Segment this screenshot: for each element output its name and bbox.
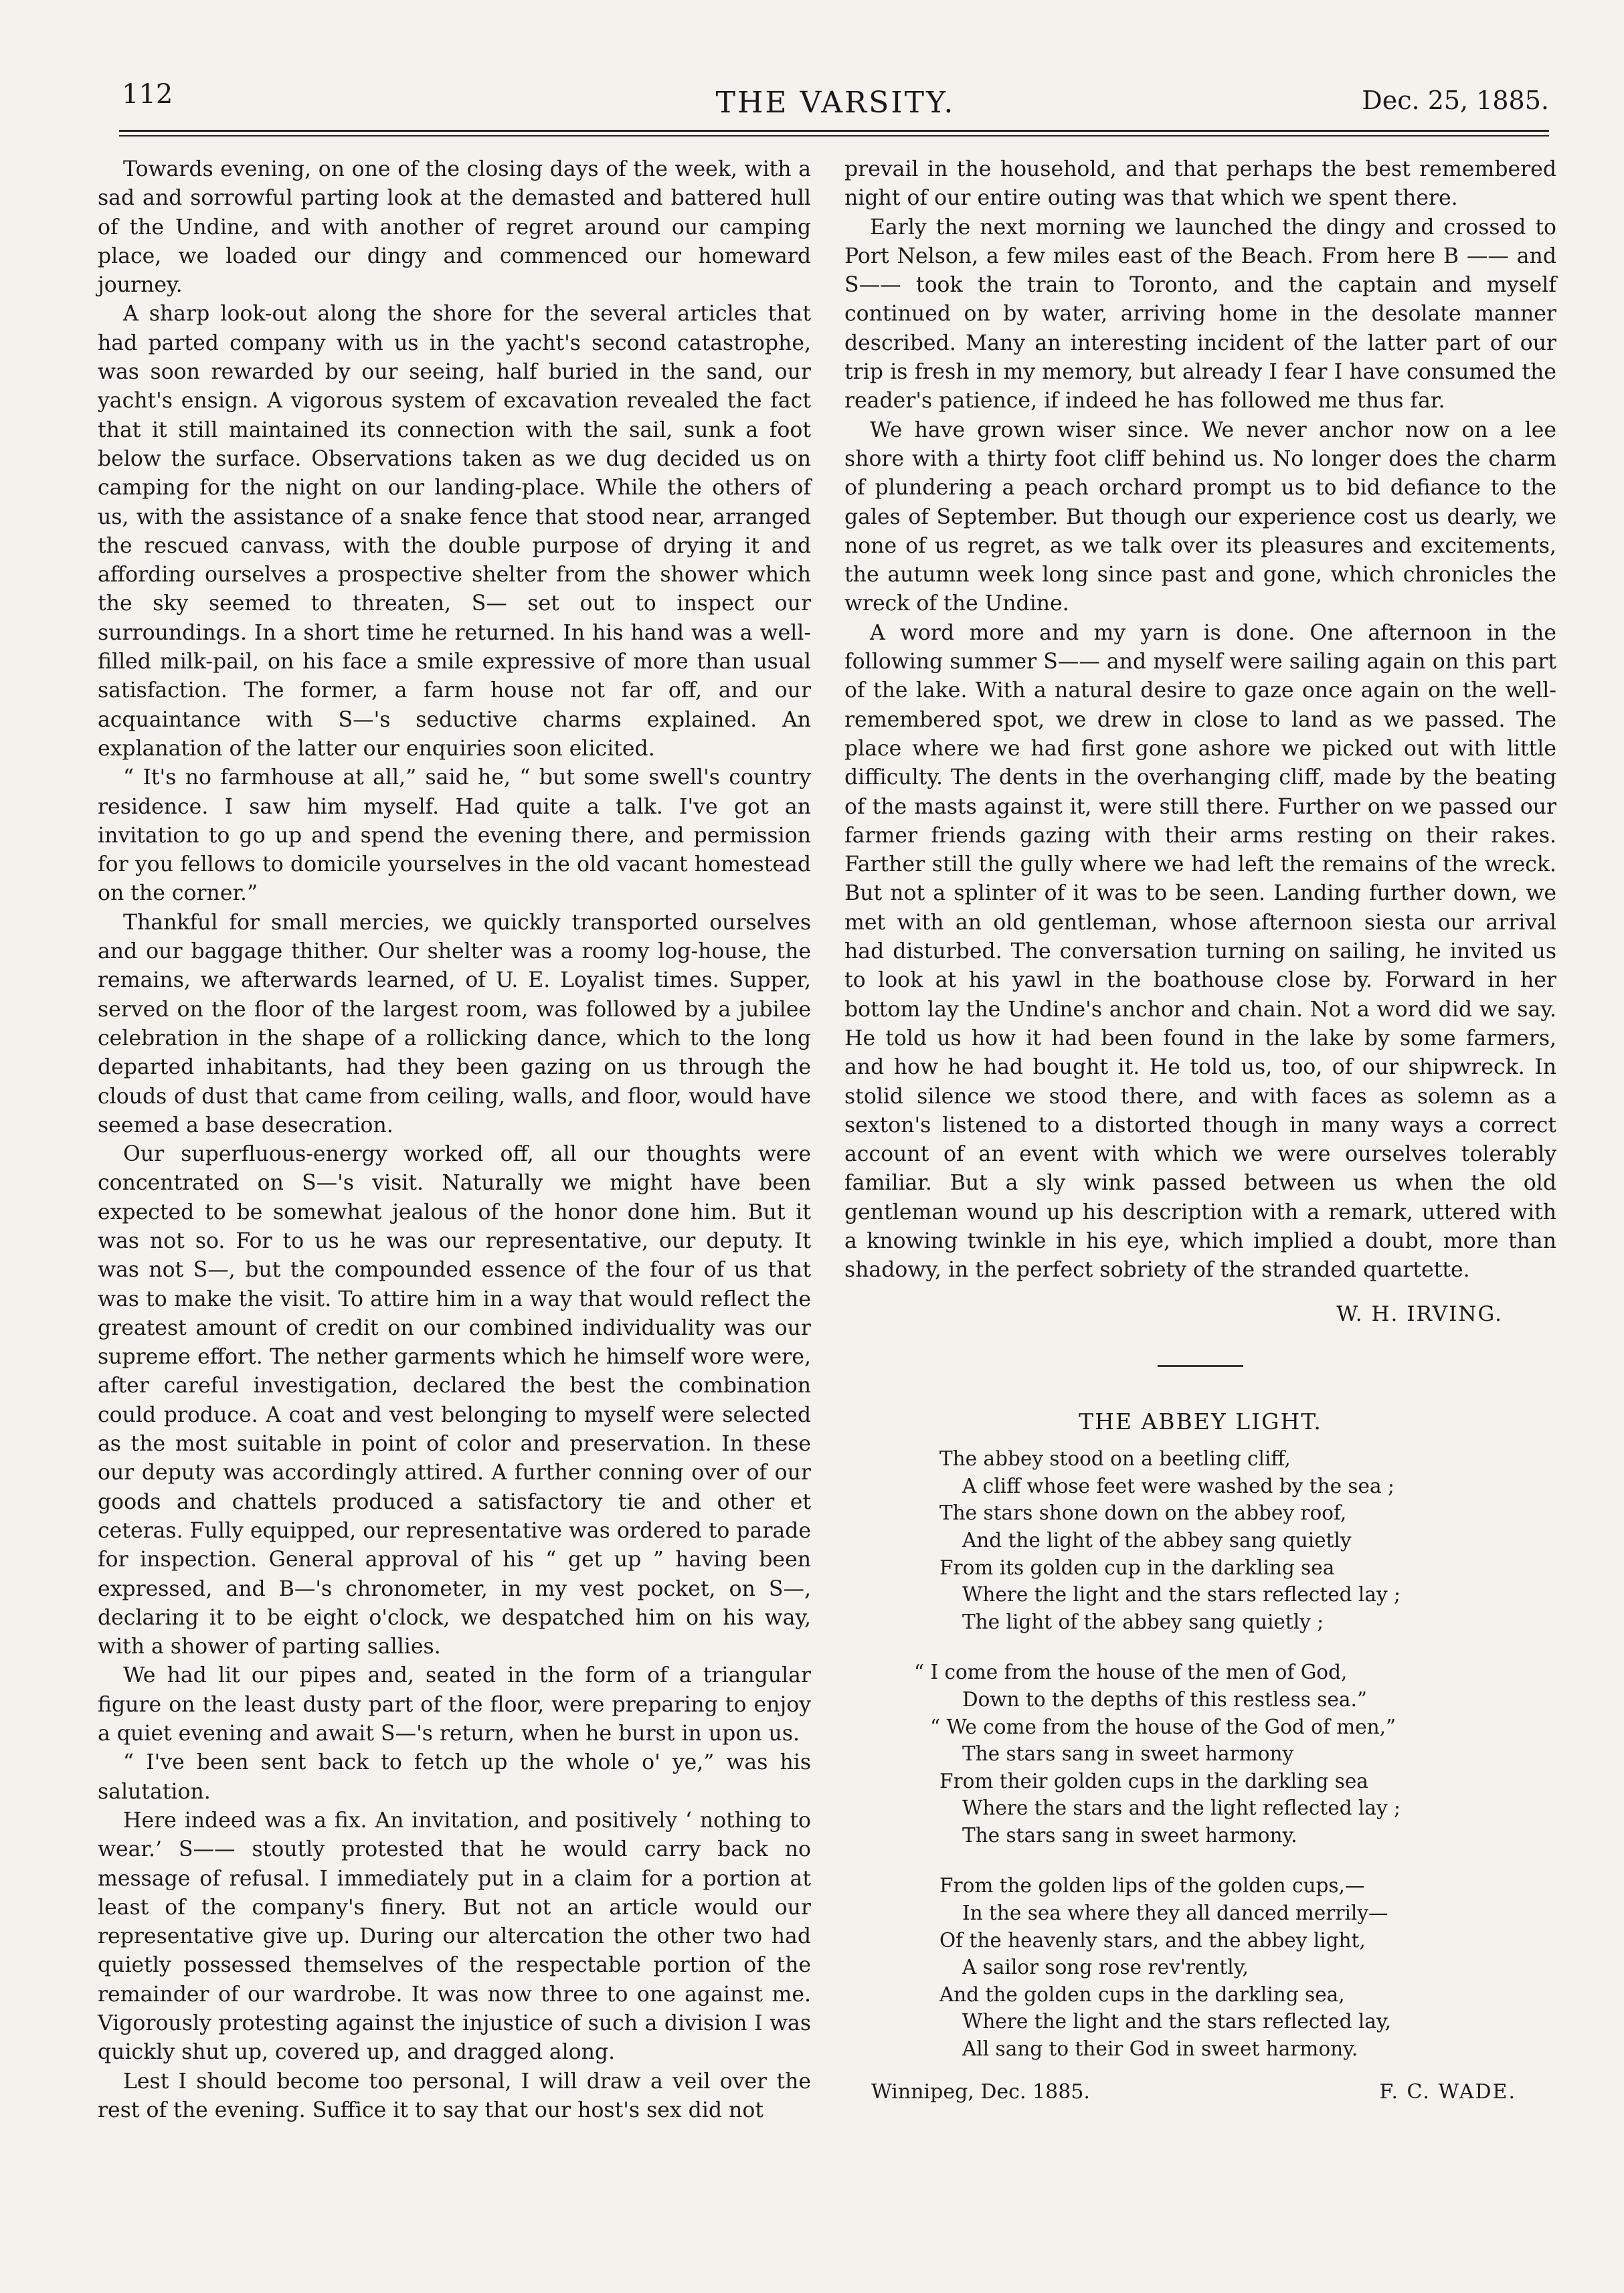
issue-date: Dec. 25, 1885. [1362, 86, 1549, 115]
poem-line: From their golden cups in the darkling sea [939, 1769, 1368, 1793]
paragraph: Here indeed was a fix. An invitation, and positively ‘ nothing to wear.’ S—— stoutly protested that he would carry back no message of refusal. I immediately put in a claim for a portion at least of the company's finery. But not an article would our representative give up. During our altercation the other two had quietly possessed themselves of the respectable portion of the remainder of our wardrobe. It was now three to one against me. Vigorously protesting against the injustice of such a division I was quickly shut up, covered up, and dragged along. [98, 1808, 811, 2065]
poem-line: “ I come from the house of the men of God, [914, 1661, 1348, 1684]
paragraph: A word more and my yarn is done. One afternoon in the following summer S—— and myself were sailing again on this part of the lake. With a natural desire to gaze once again on the well-remembered spot, we drew in close to land as we passed. The place where we had first gone ashore we picked out with little difficulty. The dents in the overhanging cliff, made by the beating of the masts against it, were still there. Further on we passed our farmer friends gazing with their arms resting on their rakes. Farther still the gully where we had left the remains of the wreck. But not a splinter of it was to be seen. Landing further down, we met with an old gentleman, whose afternoon siesta our arrival had disturbed. The conversation turning on sailing, he invited us to look at his yawl in the boathouse close by. Forward in her bottom lay the Undine's anchor and chain. Not a word did we say. He told us how it had been found in the lake by some farmers, and how he had bought it. He told us, too, of our shipwreck. In stolid silence we stood there, and with faces as solemn as a sexton's listened to a distorted though in many ways a correct account of an event with which we were ourselves tolerably familiar. But a sly wink passed between us when the old gentleman wound up his description with a remark, uttered with a knowing twinkle in his eye, which implied a doubt, more than shadowy, in the perfect sobriety of the stranded quartette. [844, 620, 1556, 1283]
paragraph: Lest I should become too personal, I will draw a veil over the rest of the evening. Suffice it to say that our host's sex did not [98, 2069, 811, 2122]
poem-line: A cliff whose feet were washed by the sea ; [962, 1474, 1394, 1497]
poem-stanza [939, 1872, 1556, 2062]
poem [844, 1445, 1556, 2062]
article-signature: W. H. IRVING. [1336, 1301, 1503, 1326]
poem-line: The stars sang in sweet harmony [962, 1742, 1294, 1766]
right-column [844, 155, 1556, 2106]
poem-footer [844, 2078, 1556, 2106]
poem-author: F. C. WADE. [1379, 2080, 1516, 2104]
paragraph: We have grown wiser since. We never anchor now on a lee shore with a thirty foot cliff behind us. No longer does the charm of plundering a peach orchard prompt us to bid defiance to the gales of September. But though our experience cost us dearly, we none of us regret, as we talk over its pleasures and excitements, the autumn week long since past and gone, which chronicles the wreck of the Undine. [844, 418, 1556, 616]
poem-line: From the golden lips of the golden cups,— [939, 1874, 1365, 1898]
poem-line: A sailor song rose rev'rently, [962, 1956, 1249, 1979]
section-divider [1158, 1365, 1243, 1367]
poem-stanza [914, 1659, 1556, 1849]
paragraph: Early the next morning we launched the dingy and crossed to Port Nelson, a few miles east of the Beach. From here B —— and S—— took the train to Toronto, and the captain and myself continued on by water, arriving home in the desolate manner described. Many an interesting incident of the latter part of our trip is fresh in my memory, but already I fear I have consumed the reader's patience, if indeed he has followed me thus far. [844, 215, 1556, 414]
poem-line: In the sea where they all danced merrily— [962, 1902, 1388, 1925]
poem-line: And the golden cups in the darkling sea, [939, 1983, 1345, 2006]
header-rule [119, 130, 1549, 132]
header-rule-double [119, 135, 1549, 136]
paragraph: prevail in the household, and that perhaps the best remembered night of our entire outing was that which we spent there. [844, 157, 1556, 211]
poem-title: THE ABBEY LIGHT. [1079, 1408, 1322, 1435]
poem-line: The abbey stood on a beetling cliff, [939, 1447, 1291, 1471]
paragraph: “ It's no farmhouse at all,” said he, “ but some swell's country residence. I saw him myself. Had quite a talk. I've got an invitation to go up and spend the evening there, and permission for you fellows to domicile yourselves in the old vacant homestead on the corner.” [98, 765, 811, 906]
poem-line: Of the heavenly stars, and the abbey light, [939, 1928, 1366, 1952]
poem-line: The stars sang in sweet harmony. [962, 1823, 1297, 1847]
paragraph: Thankful for small mercies, we quickly transported ourselves and our baggage thither. Our shelter was a roomy log-house, the remains, we afterwards learned, of U. E. Loyalist times. Supper, served on the floor of the largest room, was followed by a jubilee celebration in the shape of a rollicking dance, which to the long departed inhabitants, had they been gazing on us through the clouds of dust that came from ceiling, walls, and floor, would have seemed a base desecration. [98, 910, 811, 1137]
poem-line: Where the stars and the light reflected lay ; [962, 1797, 1401, 1820]
paragraph: “ I've been sent back to fetch up the whole o' ye,” was his salutation. [98, 1750, 811, 1804]
page-header [122, 79, 1549, 126]
poem-line: All sang to their God in sweet harmony. [962, 2037, 1358, 2061]
poem-line: The stars shone down on the abbey roof, [939, 1501, 1347, 1525]
paragraph: We had lit our pipes and, seated in the form of a triangular figure on the least dusty part of the floor, were preparing to enjoy a quiet evening and await S—'s return, when he burst in upon us. [98, 1663, 811, 1746]
poem-place-date: Winnipeg, Dec. 1885. [871, 2080, 1090, 2104]
poem-line: Where the light and the stars reflected lay, [962, 2010, 1392, 2033]
poem-line: The light of the abbey sang quietly ; [962, 1610, 1324, 1633]
poem-line: And the light of the abbey sang quietly [962, 1528, 1352, 1552]
poem-line: “ We come from the house of the God of men,” [930, 1715, 1396, 1738]
paragraph: Our superfluous-energy worked off, all our thoughts were concentrated on S—'s visit. Naturally we might have been expected to be somewhat jealous of the honor done him. But it was not so. For to us he was our representative, our deputy. It was not S—, but the compounded essence of the four of us that was to make the visit. To attire him in a way that would reflect the greatest amount of credit on our combined individuality was our supreme effort. The nether garments which he himself wore were, after careful investigation, declared the best the combination could produce. A coat and vest belonging to myself were selected as the most suitable in point of color and preservation. In these our deputy was accordingly attired. A further conning over of our goods and chattels produced a satisfactory tie and other et ceteras. Fully equipped, our representative was ordered to parade for inspection. General approval of his “ get up ” having been expressed, and B—'s chronometer, in my vest pocket, on S—, declaring it to be eight o'clock, we despatched him on his way, with a shower of parting sallies. [98, 1142, 811, 1659]
page-number: 112 [122, 79, 173, 110]
poem-line: From its golden cup in the darkling sea [939, 1556, 1335, 1579]
poem-line: Where the light and the stars reflected lay ; [962, 1583, 1401, 1607]
poem-stanza [939, 1445, 1556, 1635]
paragraph: Towards evening, on one of the closing days of the week, with a sad and sorrowful parting look at the demasted and battered hull of the Undine, and with another of regret around our camping place, we loaded our dingy and commenced our homeward journey. [98, 157, 811, 298]
paragraph: A sharp look-out along the shore for the several articles that had parted company with us in the yacht's second catastrophe, was soon rewarded by our seeing, half buried in the sand, our yacht's ensign. A vigorous system of excavation revealed the fact that it still maintained its connection with the sail, sunk a foot below the surface. Observations taken as we dug decided us on camping for the night on our landing-place. While the others of us, with the assistance of a snake fence that stood near, arranged the rescued canvass, with the double purpose of drying it and affording ourselves a prospective shelter from the shower which the sky seemed to threaten, S— set out to inspect our surroundings. In a short time he returned. In his hand was a well-filled milk-pail, on his face a smile expressive of more than usual satisfaction. The former, a farm house not far off, and our acquaintance with S—'s seductive charms explained. An explanation of the latter our enquiries soon elicited. [98, 302, 811, 761]
masthead-title: THE VARSITY. [715, 86, 956, 120]
poem-line: Down to the depths of this restless sea.” [962, 1687, 1367, 1711]
left-column [98, 155, 811, 2125]
